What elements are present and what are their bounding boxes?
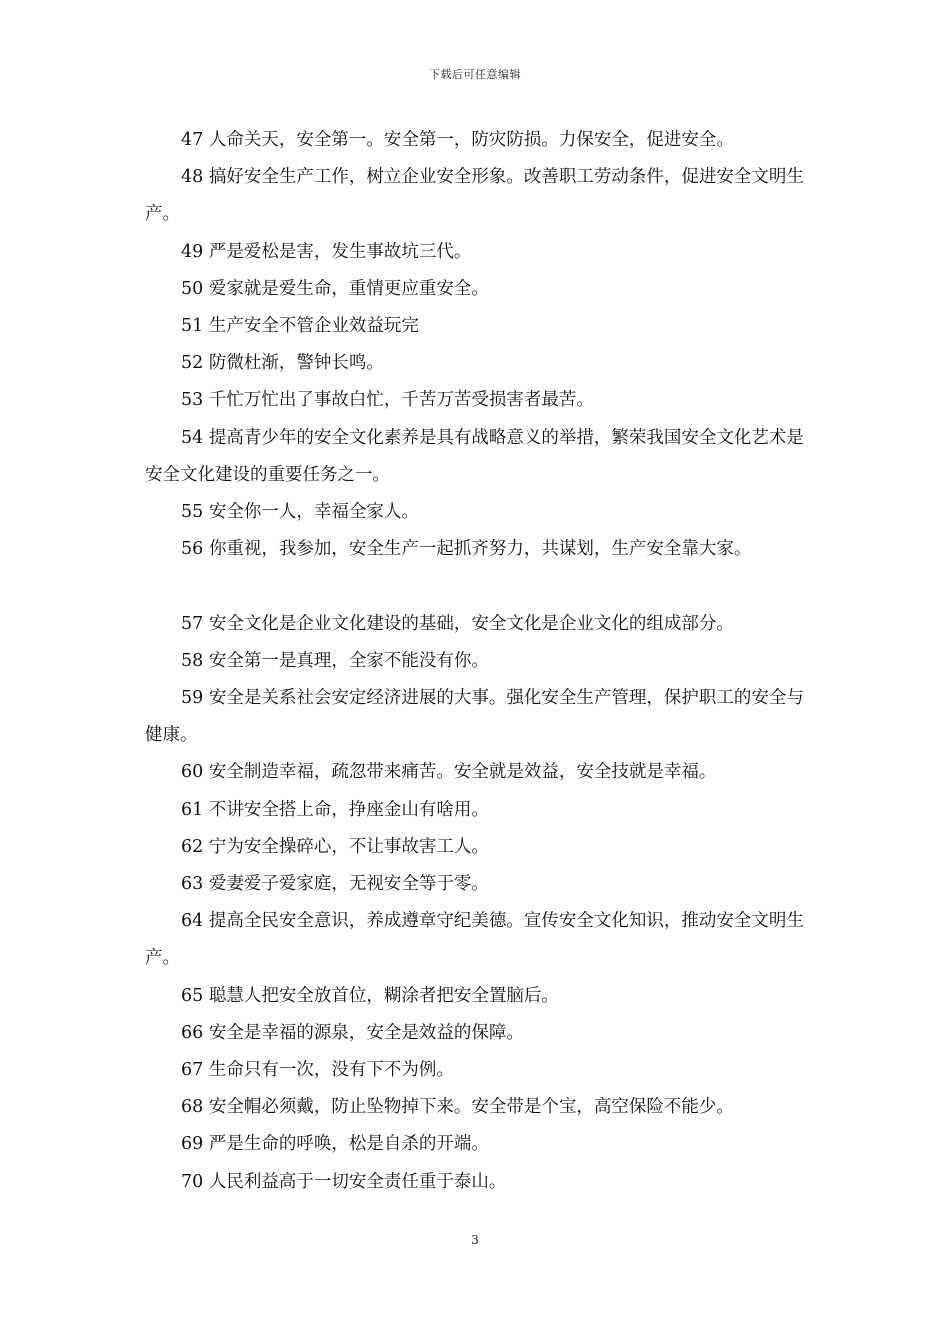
page-header: 下载后可任意编辑 (429, 68, 521, 81)
list-item: 65 聪慧人把安全放首位，糊涂者把安全置脑后。 (181, 985, 559, 1006)
page-number: 3 (471, 1233, 479, 1247)
list-item: 53 千忙万忙出了事故白忙，千苦万苦受损害者最苦。 (181, 390, 594, 411)
list-item: 69 严是生命的呼唤，松是自杀的开端。 (181, 1134, 489, 1155)
list-item: 62 宁为安全操碎心，不让事故害工人。 (181, 836, 489, 857)
list-item: 47 人命关天，安全第一。安全第一，防灾防损。力保安全，促进安全。 (181, 130, 734, 150)
list-item: 56 你重视，我参加，安全生产一起抓齐努力，共谋划，生产安全靠大家。 (181, 539, 752, 560)
list-item: 58 安全第一是真理，全家不能没有你。 (181, 650, 489, 671)
list-item: 68 安全帽必须戴，防止坠物掉下来。安全带是个宝，高空保险不能少。 (181, 1097, 734, 1118)
list-item: 70 人民利益高于一切安全责任重于泰山。 (181, 1171, 507, 1192)
list-item: 49 严是爱松是害，发生事故坑三代。 (181, 241, 472, 262)
list-item: 67 生命只有一次，没有下不为例。 (181, 1060, 454, 1081)
list-item: 61 不讲安全搭上命，挣座金山有啥用。 (181, 799, 489, 820)
list-item: 51 生产安全不管企业效益玩完 (181, 316, 419, 337)
document-body (145, 122, 815, 1201)
list-item: 64 提高全民安全意识，养成遵章守纪美德。宣传安全文化知识，推动安全文明生产。 (145, 911, 804, 969)
list-item: 48 搞好安全生产工作，树立企业安全形象。改善职工劳动条件，促进安全文明生产。 (145, 167, 804, 225)
list-item: 59 安全是关系社会安定经济进展的大事。强化安全生产管理，保护职工的安全与健康。 (145, 688, 804, 746)
list-item: 60 安全制造幸福，疏忽带来痛苦。安全就是效益，安全技就是幸福。 (181, 762, 717, 783)
list-item: 55 安全你一人，幸福全家人。 (181, 502, 419, 523)
list-item: 52 防微杜渐，警钟长鸣。 (181, 353, 384, 374)
blank-line (145, 568, 815, 605)
list-item: 50 爱家就是爱生命，重情更应重安全。 (181, 278, 489, 299)
list-item: 54 提高青少年的安全文化素养是具有战略意义的举措，繁荣我国安全文化艺术是安全文化建设的重要任务之一。 (145, 427, 804, 485)
list-item: 66 安全是幸福的源泉，安全是效益的保障。 (181, 1022, 524, 1043)
list-item: 57 安全文化是企业文化建设的基础，安全文化是企业文化的组成部分。 (181, 613, 734, 634)
list-item: 63 爱妻爱子爱家庭，无视安全等于零。 (181, 874, 489, 895)
